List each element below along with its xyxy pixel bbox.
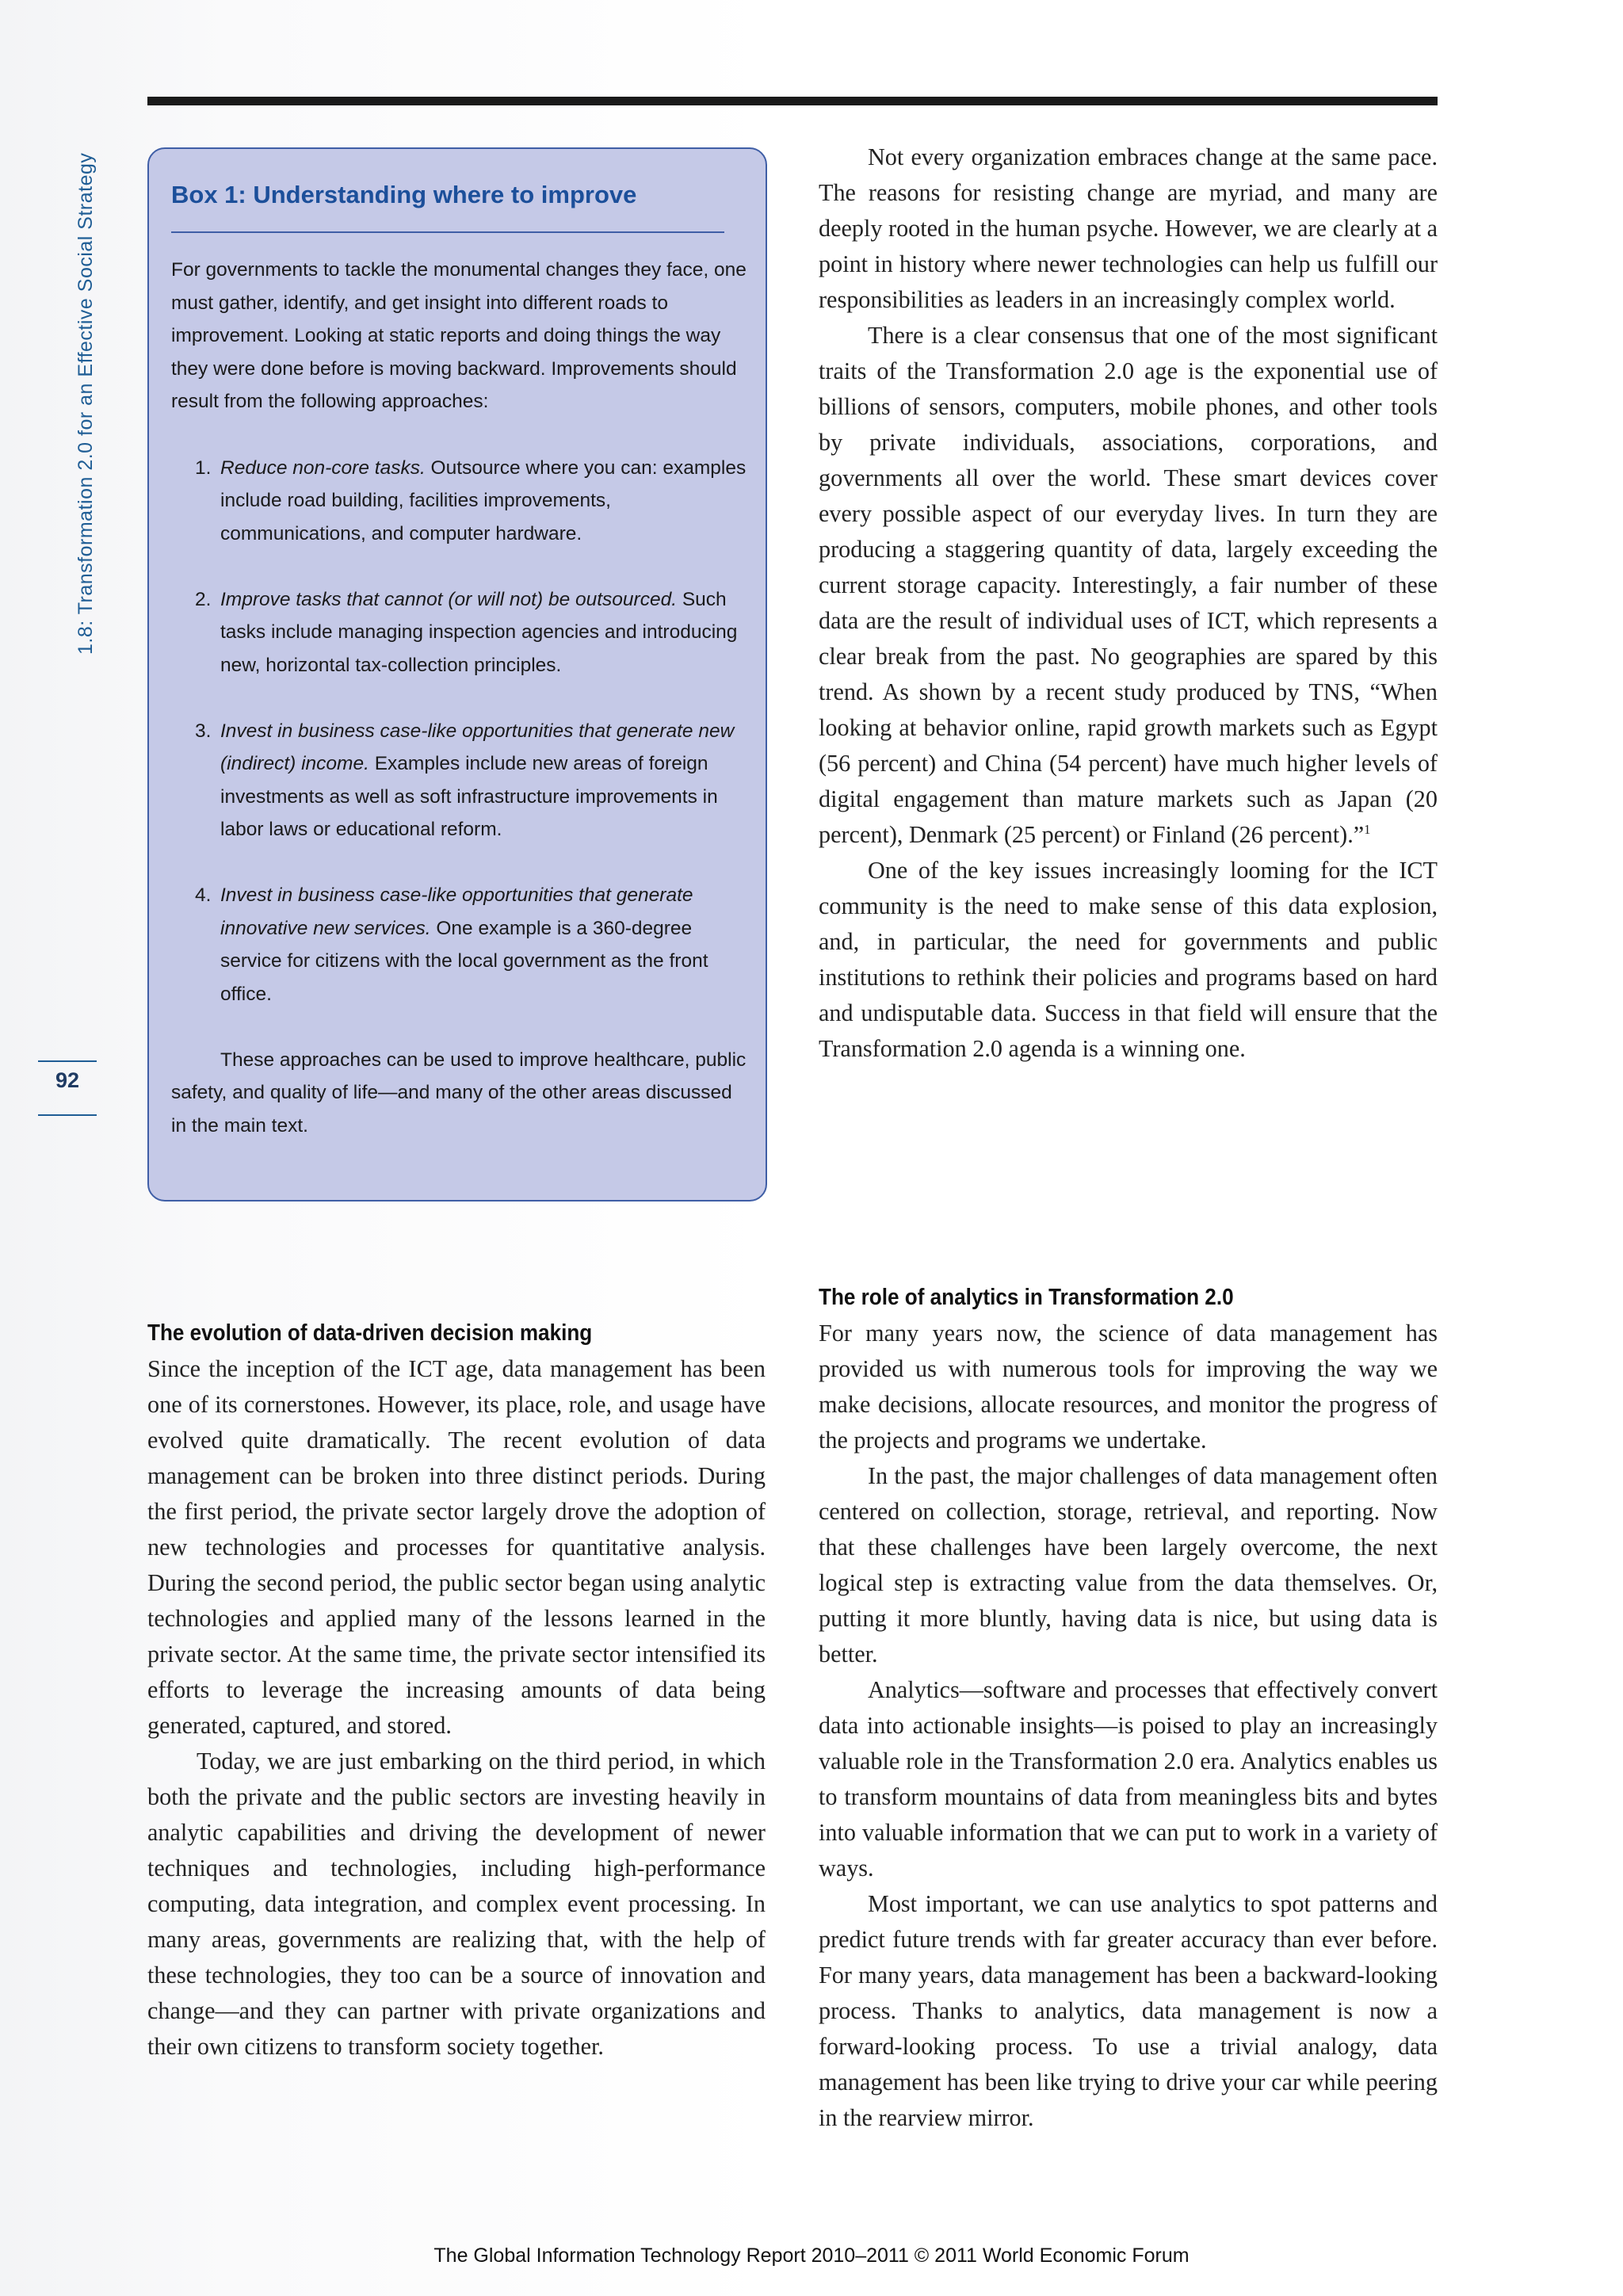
item-lead: Invest in business case-like opportunities that generate new (indirect) income. [220,720,735,774]
page-number: 92 [55,1068,80,1092]
paragraph: Not every organization embraces change at the same pace. The reasons for resisting change are myriad, and many are deeply rooted in the human psyche. However, we are clearly at a point in history where newer technologies can help us fulfill our responsibilities as leaders in an increasingly complex world. [819,143,1438,313]
box-closing: These approaches can be used to improve healthcare, public safety, and quality of life—and many of the other areas discussed in the main text. [171,1049,747,1137]
item-lead: Invest in business case-like opportunities that generate innovative new services. [220,884,693,939]
left-column-bottom [147,1316,766,2065]
paragraph-text: There is a clear consensus that one of the most significant traits of the Transformation 2.0 age is the exponential use of billions of sensors, computers, mobile phones, and other tools by private individuals, associations, corporations, and governments all over the world. These smart devices cover every possible aspect of our everyday lives. In turn they are producing a staggering quantity of data, largely exceeding the current storage capacity. Interestingly, a fair number of these data are the result of individual uses of ICT, which represents a clear break from the past. No geographies are spared by this trend. As shown by a recent study produced by TNS, “When looking at behavior online, rapid growth markets such as Egypt (56 percent) and China (54 percent) have much higher levels of digital engagement than mature markets such as Japan (20 percent), Denmark (25 percent) or Finland (26 percent).” [819,322,1438,848]
list-number: 2. [195,588,212,610]
box-intro: For governments to tackle the monumental changes they face, one must gather, identify, and get insight into different roads to improvement. Looking at static reports and doing things the way they were done before is moving backward. Improvements should result from the following approaches: [171,259,747,412]
item-text: Examples include new areas of foreign investments as well as soft infrastructure improvements in labor laws or educational reform. [220,753,718,840]
item-text: One example is a 360-degree service for citizens with the local government as the front office. [220,917,708,1005]
sidebar-box [147,147,767,1201]
paragraph: One of the key issues increasingly looming for the ICT community is the need to make sense of this data explosion, and, in particular, the need for governments and public institutions to rethink their policies and programs based on hard and undisputable data. Success in that field will ensure that the Transformation 2.0 agenda is a winning one. [819,857,1438,1062]
box-title: Box 1: Understanding where to improve [171,181,637,208]
section-heading: The evolution of data-driven decision making [147,1320,593,1346]
right-column-bottom [819,1280,1438,2136]
paragraph: Analytics—software and processes that effectively convert data into actionable insights—is poised to play an increasingly valuable role in the Transformation 2.0 era. Analytics enables us to transform mountains of data from meaningless bits and bytes into valuable information that we can put to work in a variety of ways. [819,1676,1438,1881]
item-text: Outsource where you can: examples include road building, facilities improvements, communications, and computer hardware. [220,457,747,544]
right-column-top [819,139,1438,1067]
paragraph [819,318,1438,853]
box-list-item [171,715,748,846]
page-footer: The Global Information Technology Report 2010–2011 © 2011 World Economic Forum [433,2244,1190,2267]
box-title-rule [171,231,724,233]
running-head: 1.8: Transformation 2.0 for an Effective Social Strategy [74,152,97,655]
item-lead: Reduce non-core tasks. [220,457,426,479]
page-number-rule-top [38,1060,97,1062]
box-list-item [171,452,748,551]
list-number: 4. [195,884,212,906]
paragraph: For many years now, the science of data management has provided us with numerous tools for improving the way we make decisions, allocate resources, and monitor the progress of the projects and programs we undertake. [819,1320,1438,1454]
box-list-item [171,879,748,1010]
box-list-item [171,583,748,682]
item-lead: Improve tasks that cannot (or will not) be outsourced. [220,588,678,610]
footnote-marker: 1 [1364,821,1371,837]
box-body [171,254,748,1142]
top-rule [147,97,1438,105]
paragraph: In the past, the major challenges of data management often centered on collection, storage, retrieval, and reporting. Now that these challenges have been largely overcome, the next logical step is extracting value from the data themselves. Or, putting it more bluntly, having data is nice, but using data is better. [819,1462,1438,1668]
page-number-rule-bottom [38,1114,97,1116]
paragraph: Most important, we can use analytics to spot patterns and predict future trends with far greater accuracy than ever before. For many years, data management has been a backward-looking process. Thanks to analytics, data management is now a forward-looking process. To use a trivial analogy, data management has been like trying to drive your car while peering in the rearview mirror. [819,1890,1438,2131]
section-heading: The role of analytics in Transformation 2.0 [819,1285,1234,1310]
paragraph: Today, we are just embarking on the third period, in which both the private and the public sectors are investing heavily in analytic capabilities and driving the development of newer techniques and technologies, including high-performance computing, data integration, and complex event processing. In many areas, governments are realizing that, with the help of these technologies, they too can be a source of innovation and change—and they can partner with private organizations and their own citizens to transform society together. [147,1748,766,2060]
box-list [171,452,748,1011]
list-number: 1. [195,457,212,479]
paragraph: Since the inception of the ICT age, data management has been one of its cornerstones. However, its place, role, and usage have evolved quite dramatically. The recent evolution of data management can be broken into three distinct periods. During the first period, the private sector largely drove the adoption of new technologies and processes for quantitative analysis. During the second period, the public sector began using analytic technologies and applied many of the lessons learned in the private sector. At the same time, the private sector intensified its efforts to leverage the increasing amounts of data being generated, captured, and stored. [147,1355,766,1739]
list-number: 3. [195,720,212,742]
item-text: Such tasks include managing inspection agencies and introducing new, horizontal tax-collection principles. [220,588,738,676]
